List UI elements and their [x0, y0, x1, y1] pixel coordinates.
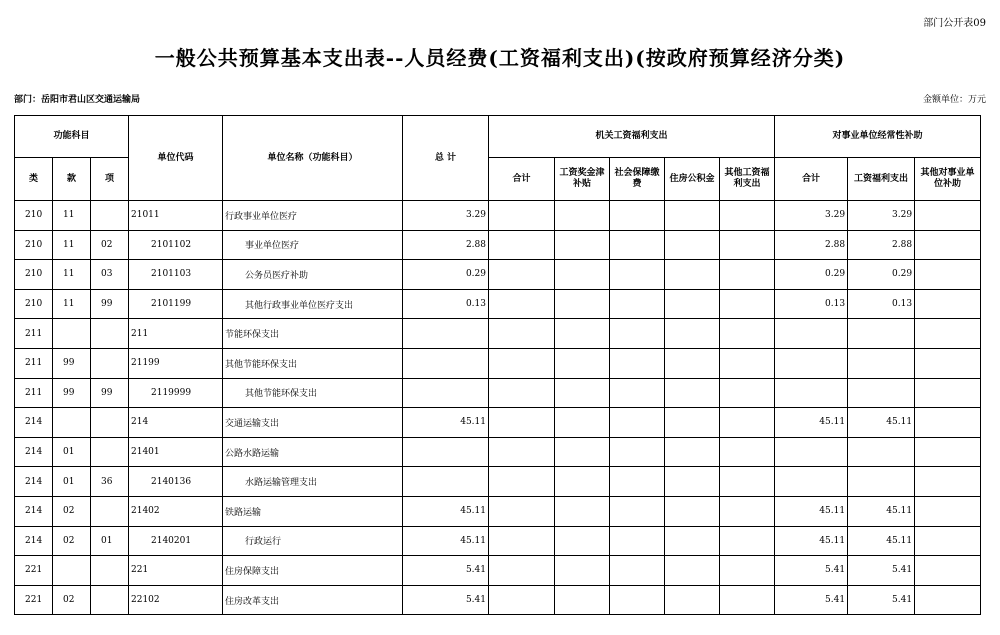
cell-institution-total: [775, 437, 848, 467]
cell-unit-name: 节能环保支出: [223, 319, 403, 349]
page-title: 一般公共预算基本支出表--人员经费(工资福利支出)(按政府预算经济分类): [154, 46, 846, 70]
cell-agency-salary: [555, 496, 610, 526]
cell-xiang: [91, 496, 129, 526]
cell-institution-other: [915, 585, 981, 615]
cell-agency-housing: [665, 348, 720, 378]
cell-total: [403, 378, 489, 408]
cell-institution-salary: [848, 348, 915, 378]
cell-agency-housing: [665, 556, 720, 586]
header-unit-name: 单位名称（功能科目）: [223, 116, 403, 201]
cell-kuan: [53, 319, 91, 349]
cell-agency-social: [610, 408, 665, 438]
cell-agency-housing: [665, 526, 720, 556]
cell-agency-social: [610, 526, 665, 556]
cell-agency-housing: [665, 201, 720, 231]
cell-xiang: 01: [91, 526, 129, 556]
cell-unit-code: 21199: [129, 348, 223, 378]
cell-agency-other: [720, 378, 775, 408]
header-agency-other: 其他工资福利支出: [720, 158, 775, 201]
cell-total: 45.11: [403, 496, 489, 526]
cell-agency-other: [720, 319, 775, 349]
cell-agency-social: [610, 496, 665, 526]
header-institution-group: 对事业单位经常性补助: [775, 116, 981, 158]
cell-total: 0.13: [403, 289, 489, 319]
cell-unit-code: 2101102: [129, 230, 223, 260]
cell-total: 2.88: [403, 230, 489, 260]
cell-unit-code: 21011: [129, 201, 223, 231]
cell-agency-salary: [555, 467, 610, 497]
cell-agency-total: [489, 585, 555, 615]
department-label: 部门：岳阳市君山区交通运输局: [14, 95, 141, 105]
cell-institution-total: 45.11: [775, 526, 848, 556]
cell-institution-total: [775, 348, 848, 378]
cell-institution-other: [915, 467, 981, 497]
cell-unit-code: 2140136: [129, 467, 223, 497]
cell-unit-name: 事业单位医疗: [223, 230, 403, 260]
cell-lei: 221: [15, 556, 53, 586]
header-kuan: 款: [53, 158, 91, 201]
cell-unit-name: 水路运输管理支出: [223, 467, 403, 497]
cell-institution-salary: [848, 437, 915, 467]
cell-agency-housing: [665, 437, 720, 467]
cell-institution-total: 45.11: [775, 408, 848, 438]
cell-unit-code: 2101199: [129, 289, 223, 319]
cell-institution-other: [915, 260, 981, 290]
cell-unit-name: 公路水路运输: [223, 437, 403, 467]
cell-institution-other: [915, 230, 981, 260]
cell-agency-total: [489, 526, 555, 556]
cell-institution-salary: [848, 378, 915, 408]
cell-institution-total: [775, 319, 848, 349]
cell-kuan: 11: [53, 260, 91, 290]
cell-agency-total: [489, 260, 555, 290]
cell-kuan: 01: [53, 467, 91, 497]
cell-institution-other: [915, 496, 981, 526]
header-agency-total: 合计: [489, 158, 555, 201]
cell-agency-salary: [555, 556, 610, 586]
cell-unit-name: 其他节能环保支出: [223, 348, 403, 378]
cell-agency-salary: [555, 585, 610, 615]
cell-institution-total: 45.11: [775, 496, 848, 526]
cell-institution-salary: [848, 319, 915, 349]
cell-lei: 214: [15, 526, 53, 556]
cell-agency-social: [610, 585, 665, 615]
header-agency-housing: 住房公积金: [665, 158, 720, 201]
cell-total: 0.29: [403, 260, 489, 290]
cell-unit-code: 221: [129, 556, 223, 586]
header-lei: 类: [15, 158, 53, 201]
cell-institution-other: [915, 348, 981, 378]
cell-institution-other: [915, 408, 981, 438]
table-row: [15, 437, 981, 467]
cell-institution-other: [915, 378, 981, 408]
cell-agency-total: [489, 437, 555, 467]
table-row: [15, 348, 981, 378]
header-institution-total: 合计: [775, 158, 848, 201]
header-func-subject: 功能科目: [15, 116, 129, 158]
cell-unit-code: 2101103: [129, 260, 223, 290]
cell-xiang: 36: [91, 467, 129, 497]
budget-table: [14, 115, 981, 615]
cell-agency-social: [610, 260, 665, 290]
cell-agency-total: [489, 319, 555, 349]
table-row: [15, 467, 981, 497]
cell-lei: 214: [15, 496, 53, 526]
cell-unit-name: 行政事业单位医疗: [223, 201, 403, 231]
cell-total: [403, 319, 489, 349]
cell-agency-other: [720, 348, 775, 378]
cell-institution-other: [915, 556, 981, 586]
cell-unit-name: 行政运行: [223, 526, 403, 556]
cell-agency-other: [720, 496, 775, 526]
cell-agency-social: [610, 437, 665, 467]
cell-lei: 211: [15, 319, 53, 349]
table-body: [15, 201, 981, 615]
cell-unit-code: 211: [129, 319, 223, 349]
cell-lei: 211: [15, 378, 53, 408]
cell-agency-housing: [665, 230, 720, 260]
amount-unit-label: 金额单位：万元: [922, 95, 986, 105]
cell-agency-housing: [665, 496, 720, 526]
cell-kuan: 11: [53, 201, 91, 231]
cell-unit-code: 21402: [129, 496, 223, 526]
cell-agency-housing: [665, 378, 720, 408]
cell-agency-salary: [555, 260, 610, 290]
cell-institution-salary: [848, 467, 915, 497]
cell-agency-salary: [555, 319, 610, 349]
cell-total: 5.41: [403, 556, 489, 586]
cell-agency-total: [489, 230, 555, 260]
cell-xiang: [91, 408, 129, 438]
cell-unit-name: 住房改革支出: [223, 585, 403, 615]
cell-agency-housing: [665, 319, 720, 349]
cell-institution-salary: 0.13: [848, 289, 915, 319]
cell-unit-code: 2119999: [129, 378, 223, 408]
cell-lei: 210: [15, 260, 53, 290]
cell-xiang: [91, 437, 129, 467]
header-agency-group: 机关工资福利支出: [489, 116, 775, 158]
cell-agency-housing: [665, 467, 720, 497]
cell-total: [403, 467, 489, 497]
cell-institution-total: [775, 467, 848, 497]
cell-agency-total: [489, 348, 555, 378]
cell-xiang: 02: [91, 230, 129, 260]
cell-xiang: [91, 201, 129, 231]
table-row: [15, 378, 981, 408]
header-unit-code: 单位代码: [129, 116, 223, 201]
cell-lei: 211: [15, 348, 53, 378]
header-total: 总 计: [403, 116, 489, 201]
cell-xiang: 03: [91, 260, 129, 290]
cell-total: [403, 348, 489, 378]
cell-kuan: 99: [53, 378, 91, 408]
cell-agency-total: [489, 289, 555, 319]
table-row: [15, 319, 981, 349]
cell-kuan: 01: [53, 437, 91, 467]
cell-unit-name: 交通运输支出: [223, 408, 403, 438]
cell-agency-total: [489, 378, 555, 408]
cell-kuan: 99: [53, 348, 91, 378]
cell-agency-other: [720, 260, 775, 290]
cell-institution-other: [915, 437, 981, 467]
cell-institution-total: 0.29: [775, 260, 848, 290]
cell-institution-salary: 5.41: [848, 585, 915, 615]
cell-kuan: 11: [53, 230, 91, 260]
cell-kuan: [53, 556, 91, 586]
cell-agency-housing: [665, 260, 720, 290]
cell-xiang: 99: [91, 289, 129, 319]
cell-institution-total: 2.88: [775, 230, 848, 260]
cell-unit-code: 2140201: [129, 526, 223, 556]
cell-agency-social: [610, 378, 665, 408]
cell-agency-other: [720, 230, 775, 260]
cell-institution-salary: 5.41: [848, 556, 915, 586]
cell-xiang: 99: [91, 378, 129, 408]
cell-kuan: [53, 408, 91, 438]
table-row: [15, 556, 981, 586]
cell-institution-other: [915, 319, 981, 349]
cell-lei: 221: [15, 585, 53, 615]
cell-unit-name: 住房保障支出: [223, 556, 403, 586]
cell-institution-salary: 2.88: [848, 230, 915, 260]
cell-agency-other: [720, 556, 775, 586]
cell-xiang: [91, 556, 129, 586]
cell-kuan: 11: [53, 289, 91, 319]
table-row: [15, 408, 981, 438]
form-number: 部门公开表09: [923, 18, 986, 29]
cell-institution-salary: 45.11: [848, 526, 915, 556]
cell-agency-total: [489, 467, 555, 497]
cell-agency-other: [720, 467, 775, 497]
cell-lei: 214: [15, 437, 53, 467]
table-row: [15, 230, 981, 260]
cell-institution-total: 0.13: [775, 289, 848, 319]
cell-agency-salary: [555, 526, 610, 556]
cell-agency-salary: [555, 201, 610, 231]
header-agency-social: 社会保障缴费: [610, 158, 665, 201]
cell-agency-other: [720, 437, 775, 467]
cell-institution-salary: 3.29: [848, 201, 915, 231]
cell-unit-code: 214: [129, 408, 223, 438]
cell-agency-salary: [555, 289, 610, 319]
cell-lei: 210: [15, 201, 53, 231]
cell-agency-total: [489, 408, 555, 438]
cell-unit-name: 其他节能环保支出: [223, 378, 403, 408]
cell-agency-salary: [555, 230, 610, 260]
cell-unit-code: 21401: [129, 437, 223, 467]
header-agency-salary: 工资奖金津补贴: [555, 158, 610, 201]
cell-kuan: 02: [53, 496, 91, 526]
cell-institution-salary: 45.11: [848, 408, 915, 438]
cell-lei: 214: [15, 408, 53, 438]
cell-lei: 210: [15, 289, 53, 319]
cell-total: 3.29: [403, 201, 489, 231]
cell-agency-social: [610, 289, 665, 319]
cell-institution-other: [915, 526, 981, 556]
cell-institution-total: 5.41: [775, 585, 848, 615]
cell-xiang: [91, 348, 129, 378]
cell-total: [403, 437, 489, 467]
table-row: [15, 585, 981, 615]
cell-xiang: [91, 319, 129, 349]
cell-institution-total: [775, 378, 848, 408]
cell-total: 45.11: [403, 526, 489, 556]
cell-institution-other: [915, 201, 981, 231]
cell-lei: 214: [15, 467, 53, 497]
cell-kuan: 02: [53, 526, 91, 556]
cell-unit-name: 其他行政事业单位医疗支出: [223, 289, 403, 319]
cell-agency-social: [610, 467, 665, 497]
cell-agency-other: [720, 289, 775, 319]
cell-lei: 210: [15, 230, 53, 260]
cell-agency-housing: [665, 408, 720, 438]
cell-institution-total: 5.41: [775, 556, 848, 586]
cell-agency-other: [720, 201, 775, 231]
cell-institution-total: 3.29: [775, 201, 848, 231]
cell-agency-social: [610, 230, 665, 260]
cell-unit-name: 公务员医疗补助: [223, 260, 403, 290]
cell-institution-other: [915, 289, 981, 319]
cell-agency-total: [489, 201, 555, 231]
cell-agency-other: [720, 585, 775, 615]
cell-agency-salary: [555, 348, 610, 378]
table-row: [15, 289, 981, 319]
table-row: [15, 260, 981, 290]
cell-kuan: 02: [53, 585, 91, 615]
cell-unit-code: 22102: [129, 585, 223, 615]
cell-agency-housing: [665, 585, 720, 615]
cell-agency-social: [610, 201, 665, 231]
cell-agency-other: [720, 408, 775, 438]
cell-agency-total: [489, 496, 555, 526]
cell-institution-salary: 0.29: [848, 260, 915, 290]
cell-institution-salary: 45.11: [848, 496, 915, 526]
table-row: [15, 201, 981, 231]
cell-agency-salary: [555, 408, 610, 438]
cell-agency-social: [610, 348, 665, 378]
header-xiang: 项: [91, 158, 129, 201]
cell-agency-salary: [555, 378, 610, 408]
header-institution-salary: 工资福利支出: [848, 158, 915, 201]
cell-total: 5.41: [403, 585, 489, 615]
cell-agency-social: [610, 319, 665, 349]
cell-agency-other: [720, 526, 775, 556]
header-institution-other: 其他对事业单位补助: [915, 158, 981, 201]
cell-unit-name: 铁路运输: [223, 496, 403, 526]
cell-agency-housing: [665, 289, 720, 319]
cell-agency-total: [489, 556, 555, 586]
table-row: [15, 526, 981, 556]
cell-total: 45.11: [403, 408, 489, 438]
table-row: [15, 496, 981, 526]
cell-agency-social: [610, 556, 665, 586]
cell-agency-salary: [555, 437, 610, 467]
cell-xiang: [91, 585, 129, 615]
